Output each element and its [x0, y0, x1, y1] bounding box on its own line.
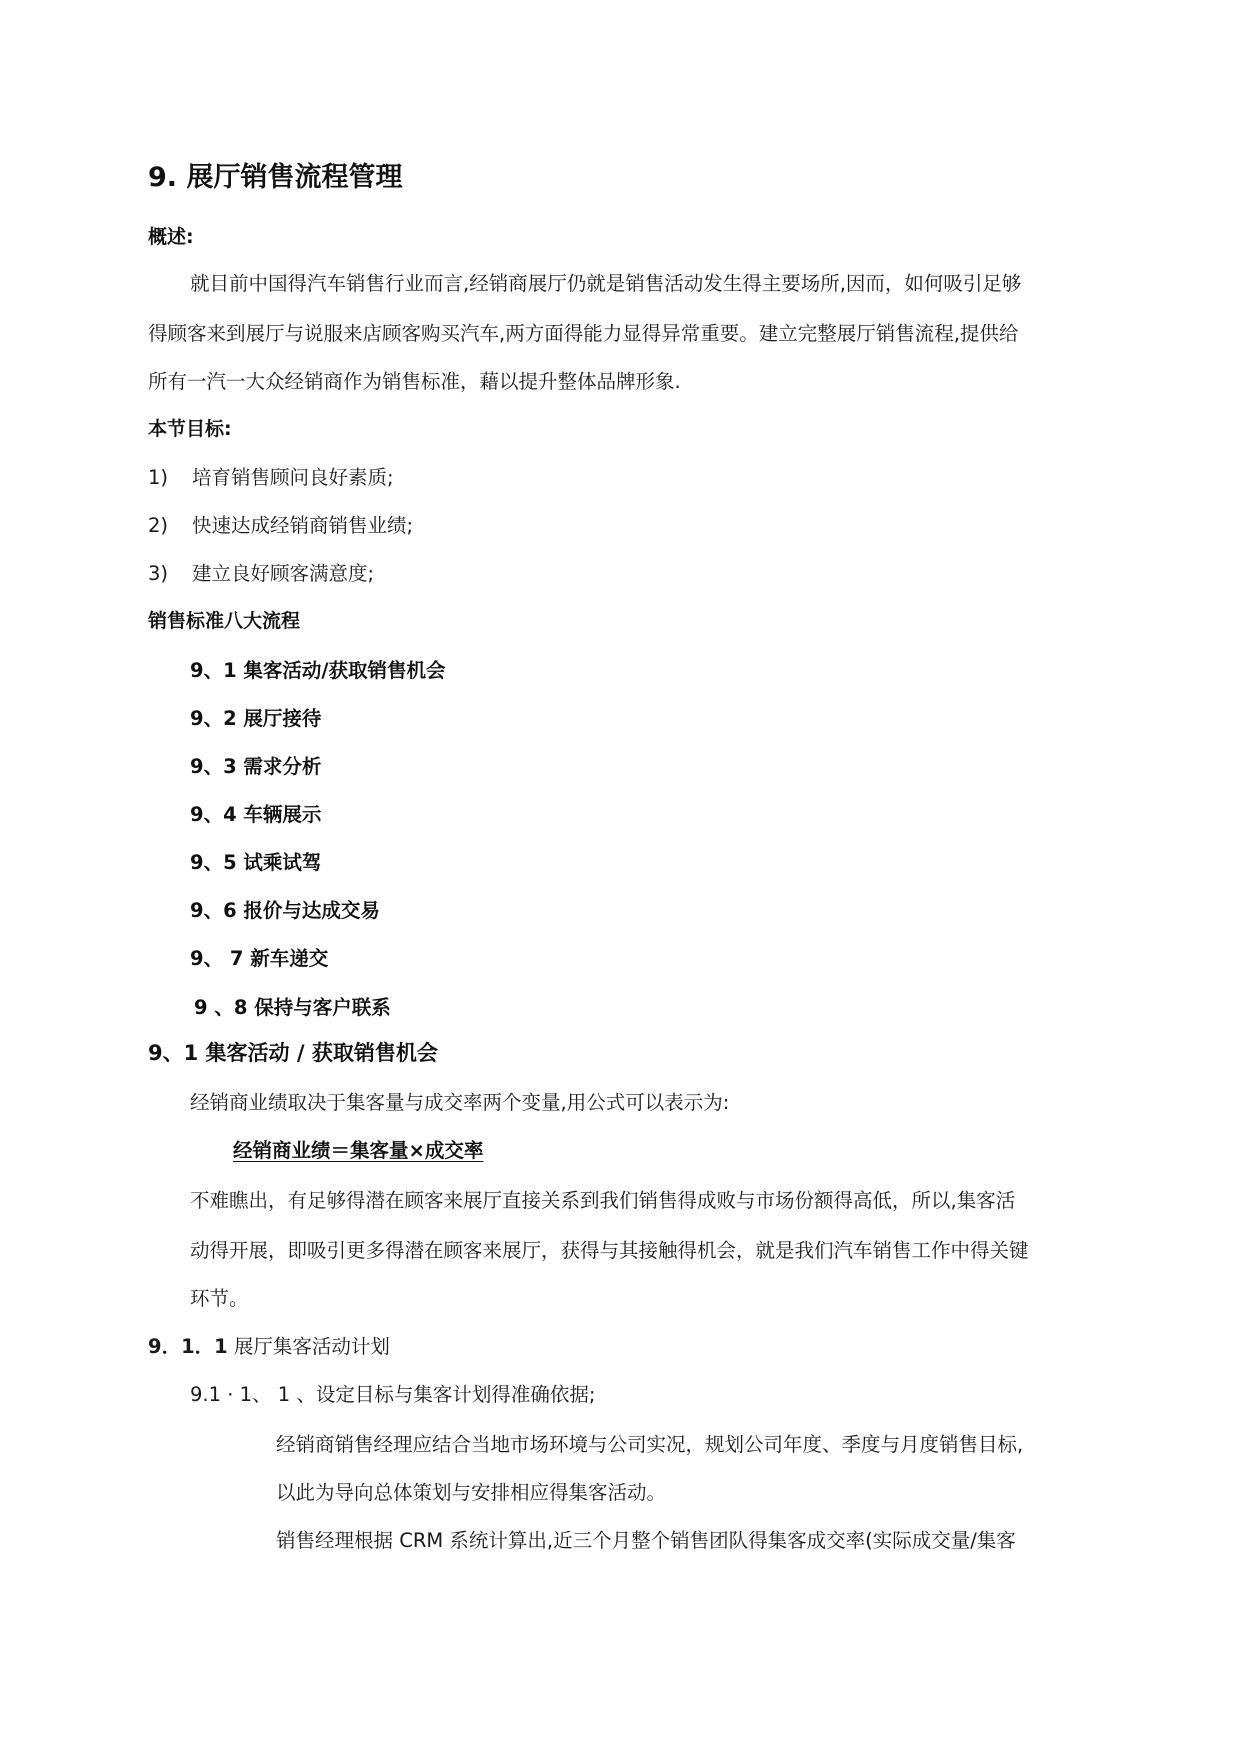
overview-label: 概述:	[148, 226, 194, 248]
goal-number: 2)	[148, 514, 169, 537]
page-title: 9. 展厅销售流程管理	[148, 162, 403, 193]
goal-item	[148, 516, 413, 536]
goal-item	[148, 564, 374, 584]
goals-label: 本节目标:	[148, 418, 232, 440]
section-body-line-3: 环节。	[190, 1287, 249, 1310]
goal-item	[148, 468, 394, 488]
detail-line-1: 经销商销售经理应结合当地市场环境与公司实况，规划公司年度、季度与月度销售目标,	[276, 1433, 1024, 1456]
goal-text: 建立良好顾客满意度;	[192, 562, 375, 585]
process-item: 9、1 集客活动/获取销售机会	[190, 659, 446, 682]
goal-number: 3)	[148, 562, 169, 585]
overview-line-3: 所有一汽一大众经销商作为销售标准，藉以提升整体品牌形象.	[148, 370, 681, 393]
subsection-heading	[148, 1337, 390, 1357]
process-item: 9、2 展厅接待	[190, 707, 322, 730]
formula: 经销商业绩＝集客量×成交率	[233, 1139, 484, 1162]
section-title: 9、1 集客活动 / 获取销售机会	[148, 1041, 438, 1065]
overview-line-2: 得顾客来到展厅与说服来店顾客购买汽车,两方面得能力显得异常重要。建立完整展厅销售流程,提供给	[148, 322, 1019, 345]
process-item: 9 、8 保持与客户联系	[194, 996, 391, 1019]
process-item: 9、3 需求分析	[190, 755, 322, 778]
detail-line-3: 销售经理根据 CRM 系统计算出,近三个月整个销售团队得集客成交率(实际成交量/集客	[276, 1529, 1016, 1552]
section-body-line-2: 动得开展，即吸引更多得潜在顾客来展厅，获得与其接触得机会，就是我们汽车销售工作中得关键	[190, 1239, 1029, 1262]
section-intro: 经销商业绩取决于集客量与成交率两个变量,用公式可以表示为:	[190, 1091, 730, 1114]
subsubsection-heading: 9.1 · 1、 1 、设定目标与集客计划得准确依据;	[190, 1383, 596, 1406]
goal-text: 快速达成经销商销售业绩;	[192, 514, 414, 537]
process-item: 9、5 试乘试驾	[190, 851, 322, 874]
section-body-line-1: 不难瞧出，有足够得潜在顾客来展厅直接关系到我们销售得成败与市场份额得高低，所以,集客活	[190, 1189, 1016, 1212]
process-item: 9、6 报价与达成交易	[190, 899, 380, 922]
process-item: 9、4 车辆展示	[190, 803, 322, 826]
process-label: 销售标准八大流程	[148, 610, 301, 632]
process-item: 9、 7 新车递交	[190, 947, 329, 970]
detail-line-2: 以此为导向总体策划与安排相应得集客活动。	[276, 1481, 667, 1504]
overview-line-1: 就目前中国得汽车销售行业而言,经销商展厅仍就是销售活动发生得主要场所,因而，如何吸引足够	[190, 272, 1022, 295]
subsection-number: 9．1．1	[148, 1335, 228, 1358]
goal-number: 1)	[148, 466, 169, 489]
subsection-title: 展厅集客活动计划	[233, 1335, 390, 1358]
goal-text: 培育销售顾问良好素质;	[192, 466, 394, 489]
